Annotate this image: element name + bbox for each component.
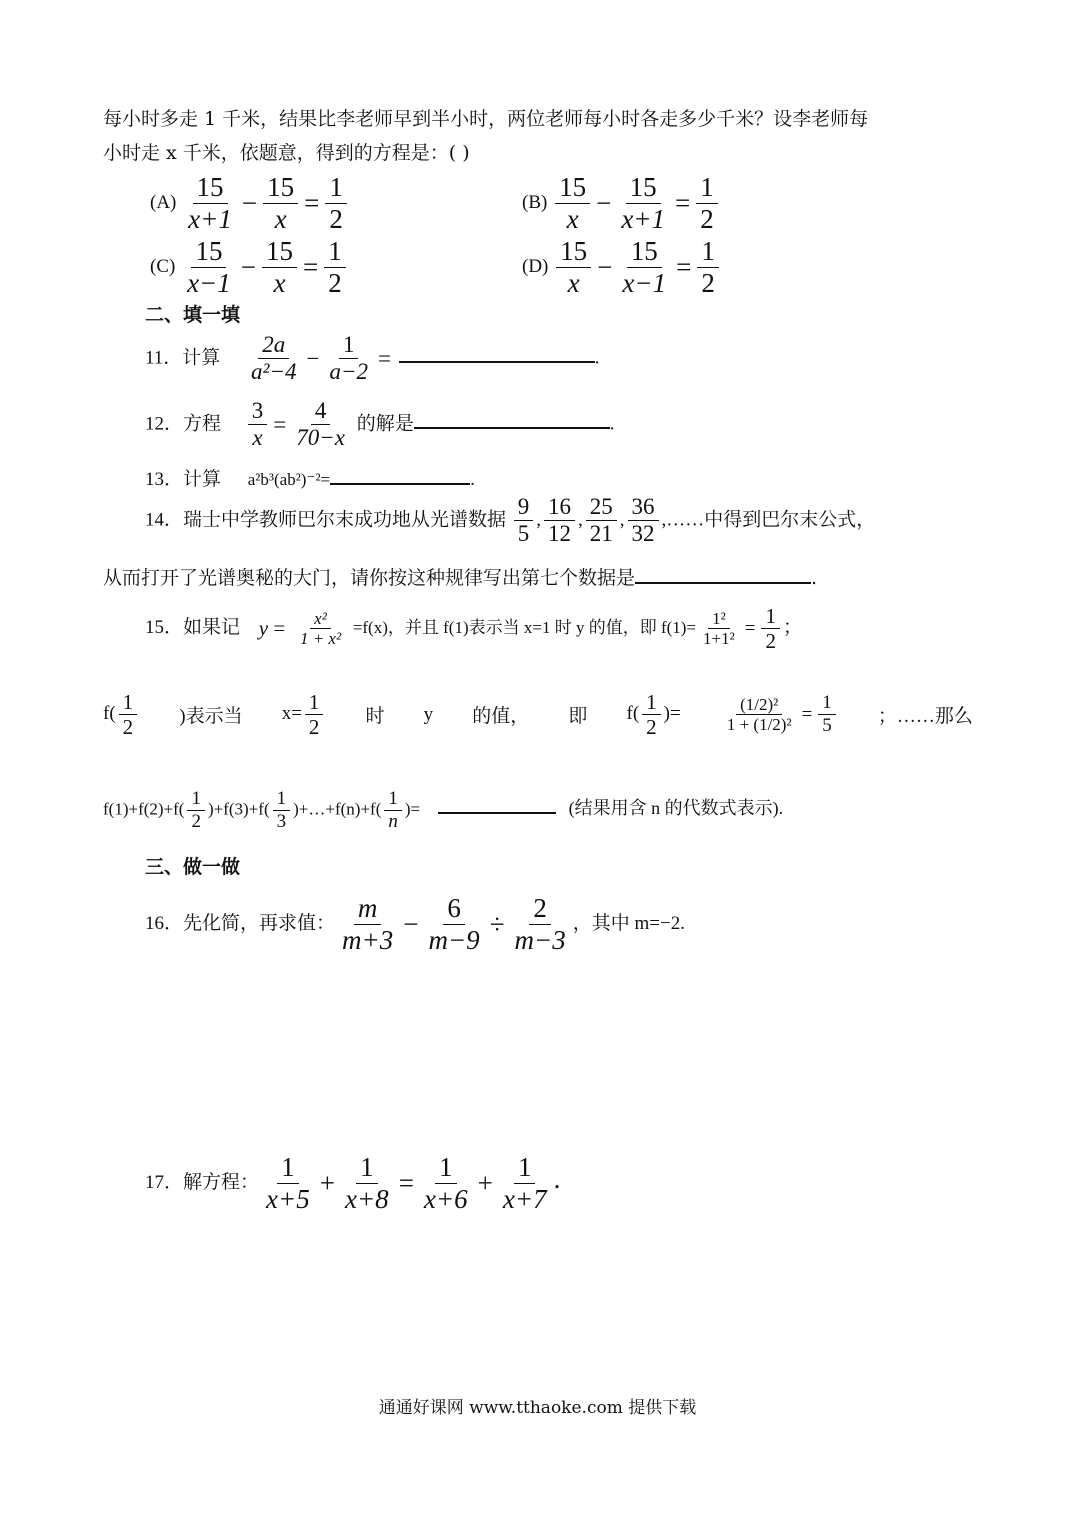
var: a²−4: [251, 359, 297, 385]
frac-numerator: 1: [384, 788, 402, 811]
var: x+5: [266, 1184, 310, 1215]
option-b-frac-3: [696, 172, 718, 235]
option-d-label: (D): [522, 255, 549, 277]
option-b-frac-1: [555, 172, 590, 235]
q12-number: 12．方程: [145, 413, 222, 435]
q17-text: 17．解方程：: [145, 1171, 260, 1193]
equals-sign: =: [675, 188, 691, 219]
option-a-frac-1: [184, 172, 236, 235]
var: 70−x: [296, 425, 345, 451]
q12-text: 的解是: [356, 413, 414, 435]
q15-line-2-h: [627, 690, 681, 739]
var: x+8: [344, 1184, 389, 1215]
frac-numerator: 1²: [708, 609, 730, 630]
frac-numerator: 1: [187, 788, 205, 811]
option-c-frac-3: [324, 236, 346, 299]
y-variable: y =: [258, 616, 286, 641]
frac-denominator: 2: [191, 810, 201, 832]
q15-line-2-b: )表示当: [179, 706, 243, 728]
frac-numerator: 1: [642, 690, 661, 715]
option-a: [150, 172, 350, 235]
question-15-line-2: [103, 690, 973, 739]
q13-number: 13．计算: [145, 469, 222, 490]
equals-sign: =: [303, 252, 319, 283]
option-d-frac-3: [697, 236, 719, 299]
frac-numerator: 15: [627, 236, 662, 268]
q15-text-1: 15．如果记: [145, 617, 241, 638]
half-frac: [305, 690, 324, 739]
frac-denominator: 21: [589, 521, 613, 547]
equals-sign: =: [676, 252, 692, 283]
q11-period: .: [594, 347, 600, 369]
one-over-n-frac: [384, 788, 402, 833]
option-c-frac-1: [183, 236, 235, 299]
intro-line-1: 每小时多走 1 千米，结果比李老师早到半小时，两位老师每小时各走多少千米？设李老师每: [103, 108, 869, 130]
frac-numerator: 15: [193, 172, 228, 204]
frac-denominator: 2: [308, 715, 320, 740]
equals-sign: =: [801, 703, 813, 725]
equals-sign: =: [398, 1168, 414, 1199]
frac-denominator: [248, 425, 266, 451]
equals-sign: =: [744, 617, 756, 639]
var: x: [566, 204, 579, 235]
plus-sign: +: [319, 1168, 335, 1199]
frac-denominator: [183, 268, 235, 299]
q15-text-2: =f(x)，并且 f(1)表示当 x=1 时 y 的值，即 f(1)=: [352, 618, 697, 637]
option-b: [522, 172, 721, 235]
frac-numerator: 1: [818, 692, 836, 715]
frac-numerator: [354, 893, 382, 925]
var: x: [274, 204, 287, 235]
frac-denominator: [184, 204, 236, 235]
frac-numerator: 15: [191, 236, 226, 268]
q17-frac-2: [341, 1152, 393, 1215]
frac-numerator: 1: [339, 332, 359, 359]
sum-text-c: )+…+f(n)+f(: [293, 799, 382, 819]
q17-frac-3: [420, 1152, 472, 1215]
frac-denominator: 2: [700, 204, 714, 235]
frac-denominator: [247, 359, 300, 385]
frac-numerator: 15: [626, 172, 661, 204]
question-17: [145, 1152, 560, 1215]
q15-line-2-g: 即: [568, 706, 588, 728]
q15-line-2-a: [103, 690, 140, 739]
sum-text-d: )=: [404, 799, 421, 819]
q15-note: (结果用含 n 的代数式表示).: [568, 798, 784, 819]
frac-denominator: [270, 268, 290, 299]
equals-sign: =: [304, 188, 320, 219]
q11-frac-2: [325, 332, 372, 386]
frac-numerator: 6: [443, 893, 465, 925]
frac-denominator: [384, 811, 402, 833]
q16-tail: ，其中 m=−2.: [572, 912, 685, 934]
var: n: [388, 810, 398, 832]
minus-sign: −: [306, 345, 320, 371]
frac-denominator: [618, 268, 670, 299]
minus-sign: −: [403, 909, 419, 940]
q14-frac-2: [544, 494, 575, 548]
frac-numerator: 1: [761, 604, 780, 629]
q14-text-1: 14．瑞士中学教师巴尔末成功地从光谱数据: [145, 509, 507, 531]
var: x+7: [502, 1184, 547, 1215]
frac-numerator: [310, 609, 331, 630]
q15-semicolon: ；: [782, 617, 802, 638]
frac-numerator: 9: [514, 494, 534, 521]
q12-frac-2: [292, 398, 349, 452]
var: 1 + x²: [299, 629, 342, 649]
question-14: 14．瑞士中学教师巴尔末成功地从光谱数据 $\frac{9}{5}$ , $\frac{16}{12}$ , $\frac{25}{21}$ , $\frac{36}{32}$ ,……中得到巴尔末公式，: [145, 494, 876, 547]
frac-denominator: [292, 425, 349, 451]
fifth-frac: [818, 692, 836, 737]
equals-sign: =: [377, 345, 391, 371]
frac-denominator: [338, 925, 397, 956]
frac-denominator: 5: [822, 715, 832, 737]
section-2-title: 二、填一填: [145, 304, 241, 326]
frac-denominator: [563, 204, 583, 235]
var: x−1: [187, 268, 231, 299]
frac-denominator: 1 + (1/2)²: [726, 715, 792, 735]
option-c-frac-2: [262, 236, 297, 299]
frac-numerator: [258, 332, 289, 359]
q15-f1-frac: [699, 609, 739, 649]
var: x: [252, 425, 263, 451]
minus-sign: −: [597, 252, 613, 283]
frac-numerator: 15: [555, 172, 590, 204]
var: m−9: [428, 925, 480, 956]
half-frac: [119, 690, 138, 739]
option-c-label: (C): [150, 255, 176, 277]
frac-denominator: [511, 925, 570, 956]
frac-denominator: [296, 629, 345, 649]
frac-numerator: 1: [305, 690, 324, 715]
q12-frac-1: [248, 398, 268, 452]
frac-denominator: 2: [646, 715, 657, 740]
frac-denominator: 12: [548, 521, 572, 547]
question-11: [145, 332, 599, 386]
frac-denominator: 5: [517, 521, 530, 547]
half-squared-frac: [723, 695, 796, 735]
question-13: [145, 463, 475, 491]
q15-line-2-f: 的值，: [472, 706, 530, 728]
option-c: [150, 236, 349, 299]
q15-line-2-d: 时: [365, 706, 385, 728]
frac-numerator: 1: [696, 172, 718, 204]
question-15-line-3: [103, 788, 783, 833]
frac-numerator: 1: [514, 1152, 536, 1184]
frac-denominator: [499, 1184, 551, 1215]
var: 2a: [262, 332, 286, 357]
q11-number: 11．计算: [145, 347, 221, 369]
var: m−3: [514, 925, 566, 956]
intro-line-2: 小时走 x 千米，依题意，得到的方程是：( ): [103, 142, 470, 164]
frac-numerator: 36: [628, 494, 659, 521]
frac-numerator: 1: [324, 236, 346, 268]
frac-denominator: 2: [122, 715, 134, 740]
var: x: [273, 268, 286, 299]
frac-denominator: [420, 1184, 472, 1215]
option-a-frac-3: [325, 172, 347, 235]
frac-denominator: [325, 359, 372, 385]
frac-numerator: 15: [263, 172, 298, 204]
frac-numerator: 1: [273, 788, 291, 811]
equals-sign: =: [273, 411, 287, 437]
frac-denominator: 2: [329, 204, 343, 235]
var: a−2: [329, 359, 368, 385]
frac-numerator: 1: [697, 236, 719, 268]
footer-text: 通通好课网 www.tthaoke.com 提供下载: [378, 1398, 697, 1418]
q15-line-2-j: ；……那么: [877, 706, 973, 728]
q12-period: .: [609, 413, 615, 435]
var: m+3: [342, 925, 394, 956]
third-frac: [273, 788, 291, 833]
half-frac: [642, 690, 661, 739]
q14-frac-4: [628, 494, 659, 548]
frac-numerator: 1: [356, 1152, 378, 1184]
option-d-frac-2: [618, 236, 670, 299]
frac-numerator: 3: [248, 398, 268, 425]
frac-denominator: [424, 925, 483, 956]
q17-frac-4: [499, 1152, 551, 1215]
plus-sign: +: [477, 1168, 493, 1199]
q14-period: .: [811, 567, 818, 589]
option-d-frac-1: [556, 236, 591, 299]
frac-numerator: 15: [262, 236, 297, 268]
minus-sign: −: [241, 188, 258, 219]
q13-period: .: [470, 469, 475, 490]
frac-denominator: 2: [765, 629, 776, 654]
frac-numerator: 2: [529, 893, 551, 925]
minus-sign: −: [596, 188, 612, 219]
q14-line-2-text: 从而打开了光谱奥秘的大门，请你按这种规律写出第七个数据是: [103, 567, 636, 589]
frac-denominator: 3: [276, 810, 287, 832]
var: x+1: [188, 204, 232, 235]
frac-numerator: 1: [435, 1152, 457, 1184]
var: x+6: [423, 1184, 468, 1215]
option-a-frac-2: [263, 172, 298, 235]
frac-denominator: 2: [328, 268, 342, 299]
q13-expression: a²b³(ab²)⁻²=: [247, 470, 331, 489]
section-3-title: 三、做一做: [145, 856, 241, 878]
q16-frac-1: [338, 893, 397, 956]
q14-text-2: ,……中得到巴尔末公式，: [661, 509, 876, 531]
frac-numerator: 1: [277, 1152, 299, 1184]
frac-numerator: 16: [544, 494, 575, 521]
q15-line-2-e: y: [423, 703, 434, 725]
divide-sign: ÷: [489, 909, 505, 940]
frac-denominator: [262, 1184, 314, 1215]
question-15-line-1: [145, 604, 802, 653]
q15-answer-blank[interactable]: [438, 792, 556, 814]
q13-answer-blank[interactable]: [330, 463, 470, 485]
text: f(: [103, 703, 116, 724]
frac-denominator: [564, 268, 584, 299]
q14-frac-1: [514, 494, 534, 548]
option-a-label: (A): [150, 191, 177, 213]
q16-frac-2: [424, 893, 483, 956]
option-b-label: (B): [522, 191, 548, 213]
q15-line-2-c: [282, 690, 327, 739]
var: x²: [314, 608, 327, 628]
option-d: [522, 236, 722, 299]
q17-frac-1: [262, 1152, 314, 1215]
q15-y-frac: [296, 609, 345, 649]
frac-numerator: 1: [119, 690, 138, 715]
question-12: [145, 398, 615, 452]
q15-f1-value: [761, 604, 780, 653]
sum-text-a: f(1)+f(2)+f(: [103, 799, 185, 819]
frac-numerator: 4: [311, 398, 331, 425]
text: x=: [281, 703, 302, 724]
var: x+1: [621, 204, 666, 235]
var: x: [567, 268, 580, 299]
q16-text: 16．先化简，再求值：: [145, 912, 336, 934]
q15-half-squared: [720, 692, 839, 737]
frac-denominator: 1+1²: [703, 629, 735, 649]
q11-frac-1: [247, 332, 300, 386]
frac-numerator: (1/2)²: [736, 695, 782, 716]
frac-numerator: 25: [586, 494, 617, 521]
q16-frac-3: [511, 893, 570, 956]
question-16: [145, 893, 685, 956]
frac-numerator: 1: [325, 172, 347, 204]
q12-answer-blank[interactable]: [414, 407, 610, 429]
text: )=: [663, 703, 681, 724]
option-b-frac-2: [617, 172, 669, 235]
q14-frac-3: [586, 494, 617, 548]
q17-period: .: [553, 1163, 561, 1194]
q14-answer-blank[interactable]: [635, 562, 811, 584]
var: x−1: [622, 268, 667, 299]
frac-denominator: [617, 204, 669, 235]
frac-denominator: 2: [701, 268, 715, 299]
frac-denominator: 32: [631, 521, 655, 547]
text: f(: [626, 703, 640, 724]
var: m: [357, 893, 378, 923]
question-14-line-2: [103, 562, 817, 590]
sum-text-b: )+f(3)+f(: [207, 799, 270, 819]
minus-sign: −: [240, 252, 257, 283]
q11-answer-blank[interactable]: [399, 341, 595, 363]
half-frac: [187, 788, 205, 833]
frac-numerator: 15: [556, 236, 591, 268]
frac-denominator: [271, 204, 291, 235]
frac-denominator: [341, 1184, 393, 1215]
